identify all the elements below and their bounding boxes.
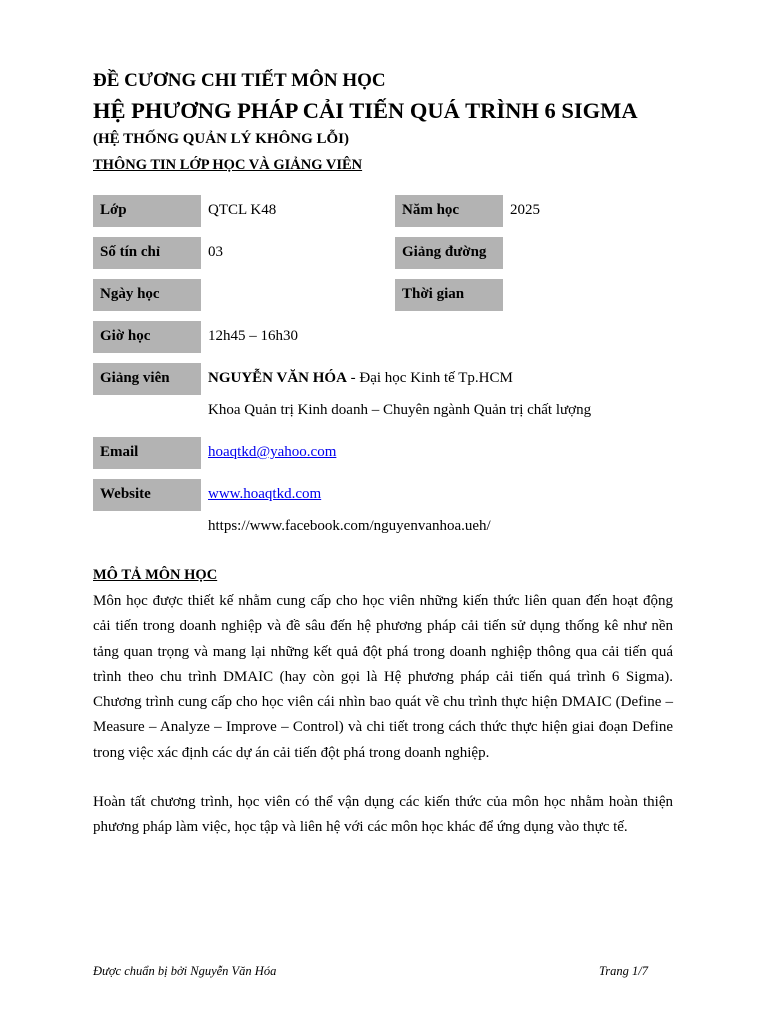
- course-title: HỆ PHƯƠNG PHÁP CẢI TIẾN QUÁ TRÌNH 6 SIGMA: [93, 98, 638, 123]
- facebook-url: https://www.facebook.com/nguyenvanhoa.ueh/: [208, 518, 491, 534]
- website-link[interactable]: www.hoaqtkd.com: [208, 486, 322, 502]
- section-heading-info: THÔNG TIN LỚP HỌC VÀ GIẢNG VIÊN: [93, 157, 363, 173]
- lecturer-label: Giảng viên: [93, 363, 201, 395]
- lecturer-affiliation: - Đại học Kinh tế Tp.HCM: [346, 370, 513, 386]
- time-label: Thời gian: [395, 279, 503, 311]
- year-label: Năm học: [395, 195, 503, 227]
- credits-value: 03: [208, 244, 223, 260]
- description-paragraph-1: Môn học được thiết kế nhằm cung cấp cho học viên những kiến thức liên quan đến hoạt động cải tiến trong doanh nghiệp và đề sâu đến hệ phương pháp cải tiến sử dụng thống kê như nền tảng quan trọng và mang lại những kết quả đột phá trong doanh nghiệp thông qua cải tiến quá trình theo chu trình DMAIC (hay còn gọi là Hệ phương pháp cải tiến quá trình 6 Sigma). Chương trình cung cấp cho học viên cái nhìn bao quát về chu trình thực hiện DMAIC (Define – Measure – Analyze – Improve – Control) và chi tiết trong cách thức thực hiện giai đoạn Define trong việc xác định các dự án cải tiến đột phá trong doanh nghiệp.: [93, 593, 673, 761]
- footer-prepared-by: Được chuẩn bị bởi Nguyễn Văn Hóa: [93, 964, 277, 978]
- lecturer-name: NGUYỄN VĂN HÓA: [208, 370, 347, 386]
- lecturer-value: [208, 363, 513, 395]
- email-link[interactable]: hoaqtkd@yahoo.com: [208, 444, 337, 460]
- study-day-label: Ngày học: [93, 279, 201, 311]
- description-paragraph-2: Hoàn tất chương trình, học viên có thể vận dụng các kiến thức của môn học nhằm hoàn thiện phương pháp làm việc, học tập và liên hệ với các môn học khác để ứng dụng vào thực tế.: [93, 794, 673, 836]
- year-value: 2025: [510, 202, 540, 218]
- hours-label: Giờ học: [93, 321, 201, 353]
- email-value-cell: [208, 437, 336, 469]
- document-title: ĐỀ CƯƠNG CHI TIẾT MÔN HỌC: [93, 70, 386, 91]
- section-heading-description: MÔ TẢ MÔN HỌC: [93, 567, 218, 583]
- class-label: Lớp: [93, 195, 201, 227]
- class-value: QTCL K48: [208, 202, 277, 218]
- footer-page-number: Trang 1/7: [599, 964, 648, 978]
- email-label: Email: [93, 437, 201, 469]
- lecturer-department: Khoa Quản trị Kinh doanh – Chuyên ngành Quản trị chất lượng: [208, 402, 592, 418]
- hours-value: 12h45 – 16h30: [208, 328, 298, 344]
- credits-label: Số tín chỉ: [93, 237, 201, 269]
- lecture-hall-label: Giảng đường: [395, 237, 503, 269]
- website-label: Website: [93, 479, 201, 511]
- website-value-cell: [208, 479, 321, 511]
- course-subtitle: (HỆ THỐNG QUẢN LÝ KHÔNG LỖI): [93, 131, 349, 147]
